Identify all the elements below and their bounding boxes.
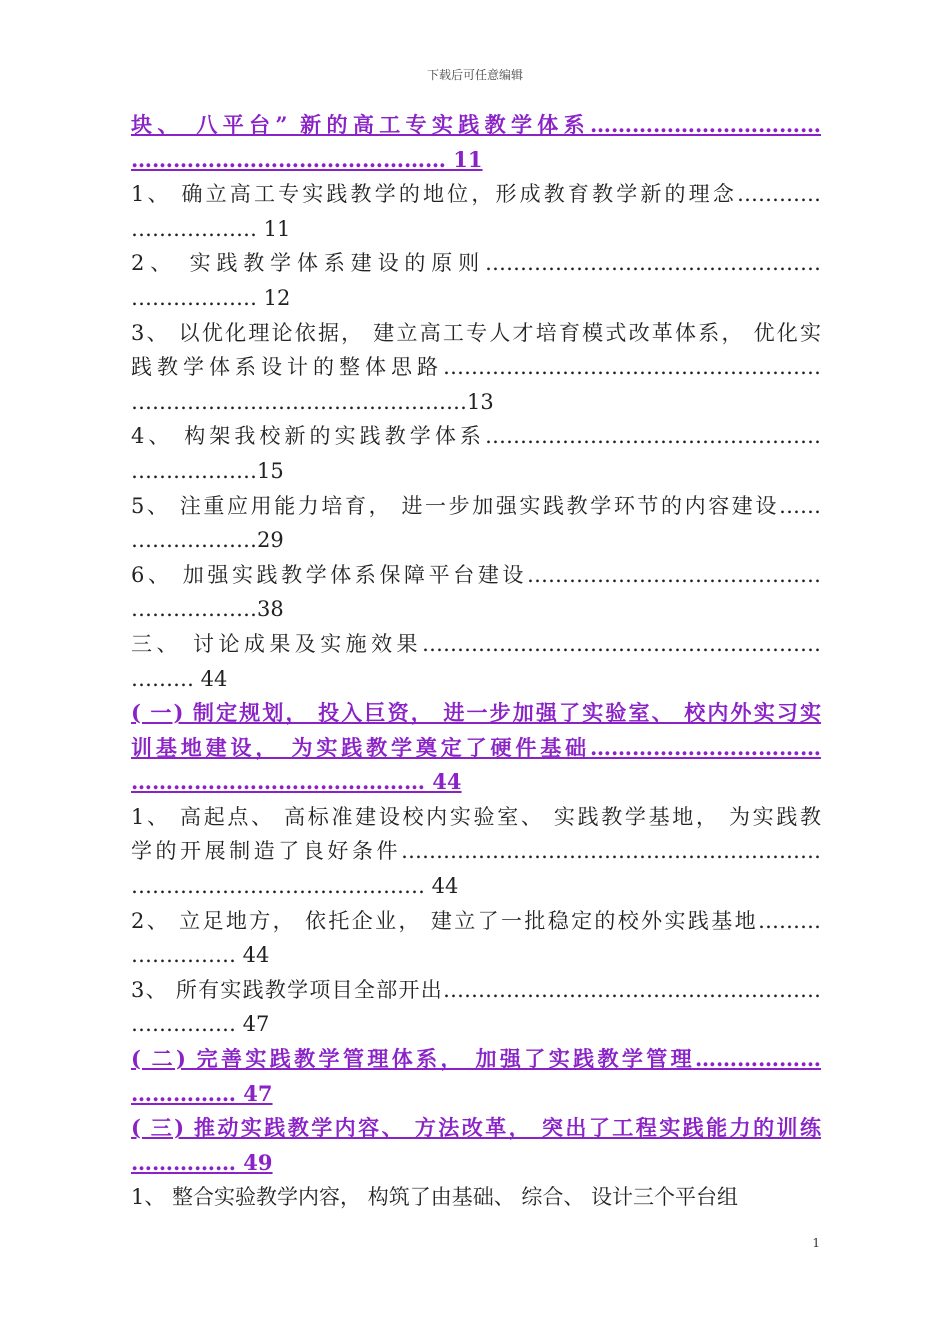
toc-entry-line: 1、 整合实验教学内容， 构筑了由基础、 综合、 设计三个平台组: [131, 1185, 739, 1210]
toc-entry-line: …………………………………… 44: [131, 874, 459, 899]
toc-entry-line[interactable]: ……………………………………… 11: [131, 146, 483, 172]
toc-entry-line: 6、 加强实践教学体系保障平台建设……………………………………: [131, 562, 821, 587]
toc-entry: [131, 489, 821, 558]
toc-entry-line: 2、 立足地方， 依托企业， 建立了一批稳定的校外实践基地………: [131, 908, 821, 933]
toc-entry-line: 4、 构架我校新的实践教学体系…………………………………………: [131, 424, 821, 449]
toc-entry-line: 5、 注重应用能力培育， 进一步加强实践教学环节的内容建设……: [131, 493, 821, 518]
page-header: 下载后可任意编辑: [426, 68, 523, 82]
toc-entry[interactable]: [131, 1042, 821, 1111]
toc-entry-line: 践教学体系设计的整体思路………………………………………………: [131, 355, 821, 380]
toc-entry-line: 学的开展制造了良好条件……………………………………………………: [131, 839, 821, 864]
toc-entry-line[interactable]: 训基地建设， 为实践教学奠定了硬件基础……………………………: [131, 734, 821, 760]
toc-entry: [131, 973, 821, 1042]
toc-entry-line: 3、 以优化理论依据， 建立高工专人才培育模式改革体系， 优化实: [131, 320, 821, 345]
toc-entry: [131, 558, 821, 627]
toc-entry-line[interactable]: …………………………………… 44: [131, 769, 462, 795]
toc-entry-line: ………………15: [131, 458, 284, 483]
toc-entry[interactable]: [131, 1111, 821, 1180]
toc-entry-line: ……………… 11: [131, 216, 291, 241]
toc-entry-line: ………………38: [131, 597, 284, 622]
toc-entry: [131, 177, 821, 246]
toc-entry-line[interactable]: ( 二) 完善实践教学管理体系， 加强了实践教学管理………………: [131, 1046, 821, 1072]
toc-entry-line: 2、 实践教学体系建设的原则…………………………………………: [131, 251, 821, 276]
toc-entry-line: …………… 47: [131, 1012, 270, 1037]
toc-entry-line: 三、 讨论成果及实施效果…………………………………………………: [131, 631, 821, 656]
toc-entry-line: …………………………………………13: [131, 389, 494, 414]
toc-entry-line: …………… 44: [131, 943, 270, 968]
toc-entry-line[interactable]: …………… 47: [131, 1080, 273, 1106]
toc-entry-line[interactable]: ( 三) 推动实践教学内容、 方法改革， 突出了工程实践能力的训练: [131, 1115, 821, 1141]
toc-entry-line: ……………… 12: [131, 285, 291, 310]
toc-entry-line[interactable]: ( 一) 制定规划， 投入巨资， 进一步加强了实验室、 校内外实习实: [131, 700, 821, 726]
toc-entry-line: ……… 44: [131, 666, 228, 691]
toc-entry-line[interactable]: …………… 49: [131, 1149, 273, 1175]
toc-entry[interactable]: [131, 108, 821, 177]
toc-entry: [131, 627, 821, 696]
toc-entry-line: 3、 所有实践教学项目全部开出………………………………………………: [131, 977, 821, 1002]
toc-entry-line[interactable]: 块、 八平台” 新的高工专实践教学体系……………………………: [131, 112, 821, 137]
toc-entry[interactable]: [131, 696, 821, 800]
toc-entry: [131, 800, 821, 904]
page-number: 1: [812, 1236, 820, 1250]
toc-entry-line: 1、 确立高工专实践教学的地位，形成教育教学新的理念…………: [131, 182, 821, 207]
toc-entry: [131, 1180, 821, 1215]
toc-entry-line: 1、 高起点、 高标准建设校内实验室、 实践教学基地， 为实践教: [131, 804, 821, 829]
toc-entry: [131, 904, 821, 973]
toc-entry: [131, 419, 821, 488]
toc-entry: [131, 316, 821, 420]
table-of-contents: [131, 108, 821, 1215]
toc-entry: [131, 246, 821, 315]
toc-entry-line: ………………29: [131, 528, 284, 553]
